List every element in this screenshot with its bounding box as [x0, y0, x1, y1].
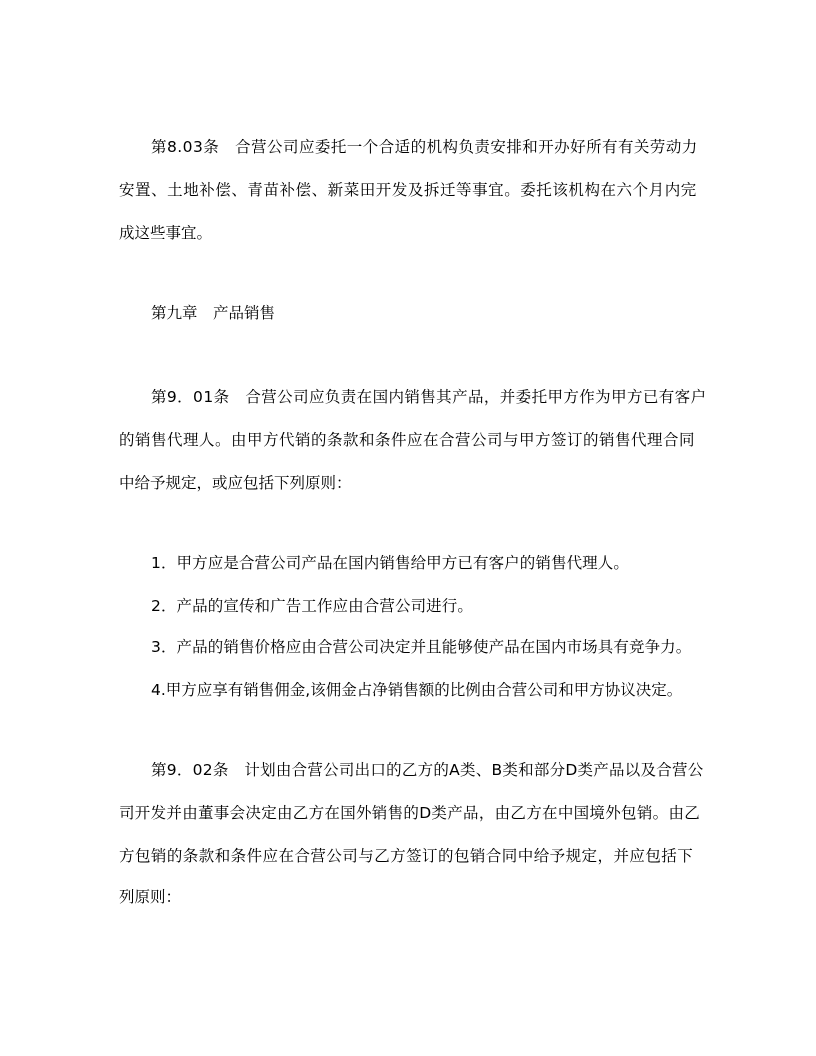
principle-item-4: 4.甲方应享有销售佣金,该佣金占净销售额的比例由合营公司和甲方协议决定。	[151, 681, 683, 699]
article-9-02-line-4: 列原则：	[119, 888, 182, 906]
principle-item-2: 2．产品的宣传和广告工作应由合营公司进行。	[151, 597, 473, 615]
principle-item-3: 3．产品的销售价格应由合营公司决定并且能够使产品在国内市场具有竞争力。	[151, 638, 692, 656]
article-9-02-line-1: 第9．02条 计划由合营公司出口的乙方的A类、B类和部分D类产品以及合营公	[151, 761, 704, 779]
article-8-03-line-3: 成这些事宜。	[119, 224, 213, 242]
article-9-01-line-3: 中给予规定，或应包括下列原则：	[119, 474, 352, 492]
article-9-02-line-2: 司开发并由董事会决定由乙方在国外销售的D类产品，由乙方在中国境外包销。由乙	[119, 804, 701, 822]
article-9-01-line-1: 第9．01条 合营公司应负责在国内销售其产品，并委托甲方作为甲方已有客户	[151, 388, 707, 406]
principle-item-1: 1．甲方应是合营公司产品在国内销售给甲方已有客户的销售代理人。	[151, 554, 629, 572]
chapter-9-heading: 第九章 产品销售	[151, 304, 276, 322]
article-8-03-line-1: 第8.03条 合营公司应委托一个合适的机构负责安排和开办好所有有关劳动力	[151, 138, 698, 156]
article-9-01-line-2: 的销售代理人。由甲方代销的条款和条件应在合营公司与甲方签订的销售代理合同	[119, 431, 696, 449]
article-9-02-line-3: 方包销的条款和条件应在合营公司与乙方签订的包销合同中给予规定，并应包括下	[119, 847, 694, 865]
article-8-03-line-2: 安置、土地补偿、青苗补偿、新菜田开发及拆迁等事宜。委托该机构在六个月内完	[119, 181, 697, 199]
